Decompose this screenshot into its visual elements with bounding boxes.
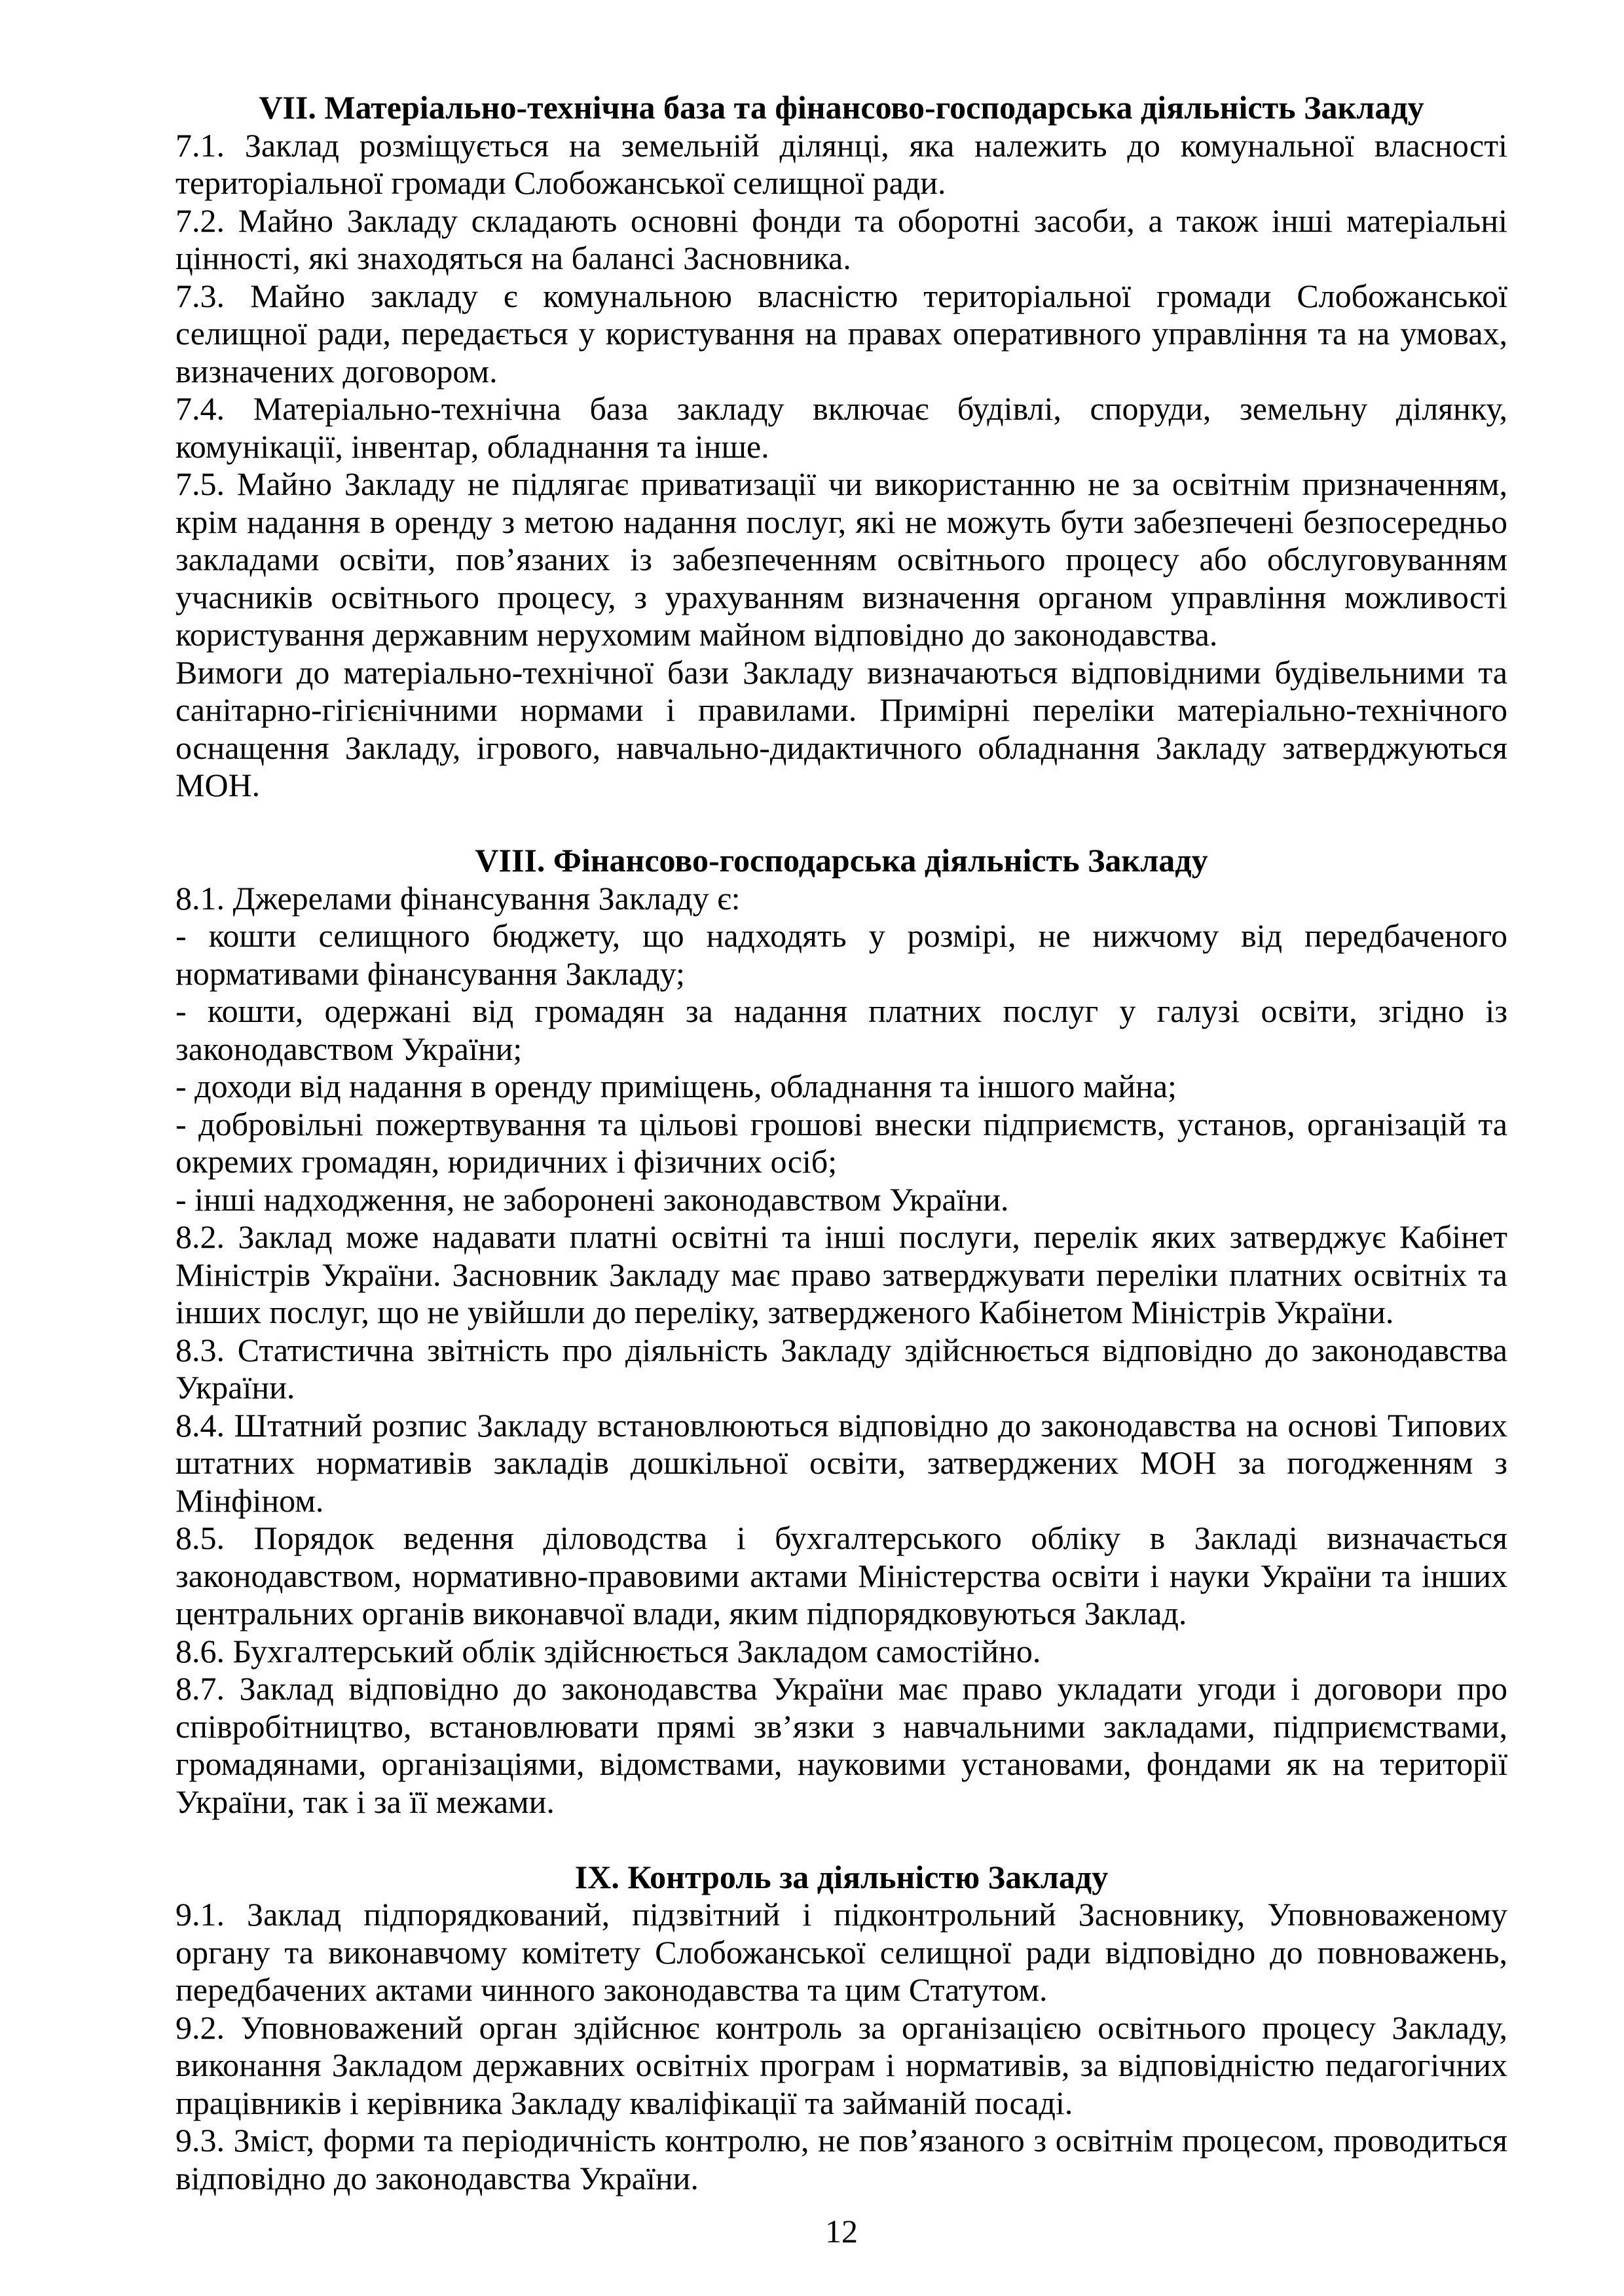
paragraph-9-3: 9.3. Зміст, форми та періодичність контролю, не пов’язаного з освітнім процесом, проводиться відповідно до законодавства України. [175,2122,1507,2196]
list-item-funding-paid-services: - кошти, одержані від громадян за надання платних послуг у галузі освіти, згідно із законодавством України; [175,993,1507,1067]
blank-line [175,1821,1507,1859]
list-item-funding-budget: - кошти селищного бюджету, що надходять у розмірі, не нижчому від передбаченого нормативами фінансування Закладу; [175,917,1507,992]
paragraph-7-4: 7.4. Матеріально-технічна база закладу включає будівлі, споруди, земельну ділянку, комунікації, інвентар, обладнання та інше. [175,390,1507,465]
section-ix [175,1859,1507,2198]
paragraph-9-1: 9.1. Заклад підпорядкований, підзвітний і підконтрольний Засновнику, Уповноваженому органу та виконавчому комітету Слобожанської селищної ради відповідно до повноважень, передбачених актами чинного законодавства та цим Статутом. [175,1896,1507,2008]
section-title-viii: VIII. Фінансово-господарська діяльність Закладу [475,842,1208,879]
section-title-vii: VII. Матеріально-технічна база та фінансово-господарська діяльність Закладу [259,89,1424,126]
paragraph-7-2: 7.2. Майно Закладу складають основні фонди та оборотні засоби, а також інші матеріальні цінності, які знаходяться на балансі Засновника. [175,202,1507,276]
paragraph-8-1: 8.1. Джерелами фінансування Закладу є: [175,879,741,917]
paragraph-9-2: 9.2. Уповноважений орган здійснює контроль за організацією освітнього процесу Закладу, виконання Закладом державних освітніх програм і нормативів, за відповідністю педагогічних працівників і керівника Закладу кваліфікації та займаній посаді. [175,2009,1507,2121]
paragraph-7-5: 7.5. Майно Закладу не підлягає приватизації чи використанню не за освітнім призначенням, крім надання в оренду з метою надання послуг, які не можуть бути забезпечені безпосередньо закладами освіти, пов’язаних із забезпеченням освітнього процесу або обслуговуванням учасників освітнього процесу, з урахуванням визначення органом управління можливості користування державним нерухомим майном відповідно до законодавства. [175,465,1507,653]
paragraph-8-3: 8.3. Статистична звітність про діяльність Закладу здійснюється відповідно до законодавства України. [175,1331,1507,1406]
list-item-funding-other: - інші надходження, не заборонені законодавством України. [175,1180,1009,1218]
page-number: 12 [825,2213,858,2250]
paragraph-requirements: Вимоги до матеріально-технічної бази Закладу визначаються відповідними будівельними та санітарно-гігієнічними нормами і правилами. Примірні переліки матеріально-технічного оснащення Закладу, ігрового, навчально-дидактичного обладнання Закладу затверджуються МОН. [175,653,1507,803]
paragraph-8-5: 8.5. Порядок ведення діловодства і бухгалтерського обліку в Закладі визначається законодавством, нормативно-правовими актами Міністерства освіти і науки України та інших центральних органів виконавчої влади, яким підпорядковуються Заклад. [175,1520,1507,1631]
document-page [175,89,1507,2197]
paragraph-8-7: 8.7. Заклад відповідно до законодавства України має право укладати угоди і договори про співробітництво, встановлювати прямі зв’язки з навчальними закладами, підприємствами, громадянами, організаціями, відомствами, науковими установами, фондами як на території України, так і за її межами. [175,1670,1507,1820]
section-vii [175,89,1507,805]
list-item-funding-rent: - доходи від надання в оренду приміщень, обладнання та іншого майна; [175,1068,1177,1104]
list-item-funding-donations: - добровільні пожертвування та цільові грошові внески підприємств, установ, організацій та окремих громадян, юридичних і фізичних осіб; [175,1105,1507,1180]
paragraph-8-2: 8.2. Заклад може надавати платні освітні та інші послуги, перелік яких затверджує Кабінет Міністрів України. Засновник Закладу має право затверджувати переліки платних освітніх та інших послуг, що не увійшли до переліку, затвердженого Кабінетом Міністрів України. [175,1218,1507,1330]
paragraph-8-4: 8.4. Штатний розпис Закладу встановлюються відповідно до законодавства на основі Типових штатних нормативів закладів дошкільної освіти, затверджених МОН за погодженням з Мінфіном. [175,1406,1507,1519]
paragraph-7-1: 7.1. Заклад розміщується на земельній ділянці, яка належить до комунальної власності територіальної громади Слобожанської селищної ради. [175,126,1507,201]
section-title-ix: IX. Контроль за діяльністю Закладу [574,1858,1109,1895]
paragraph-7-3: 7.3. Майно закладу є комунальною власністю територіальної громади Слобожанської селищної ради, передається у користування на правах оперативного управління та на умовах, визначених договором. [175,277,1507,390]
blank-line [175,805,1507,843]
section-viii [175,842,1507,1821]
paragraph-8-6: 8.6. Бухгалтерський облік здійснюється Закладом самостійно. [175,1632,1041,1669]
